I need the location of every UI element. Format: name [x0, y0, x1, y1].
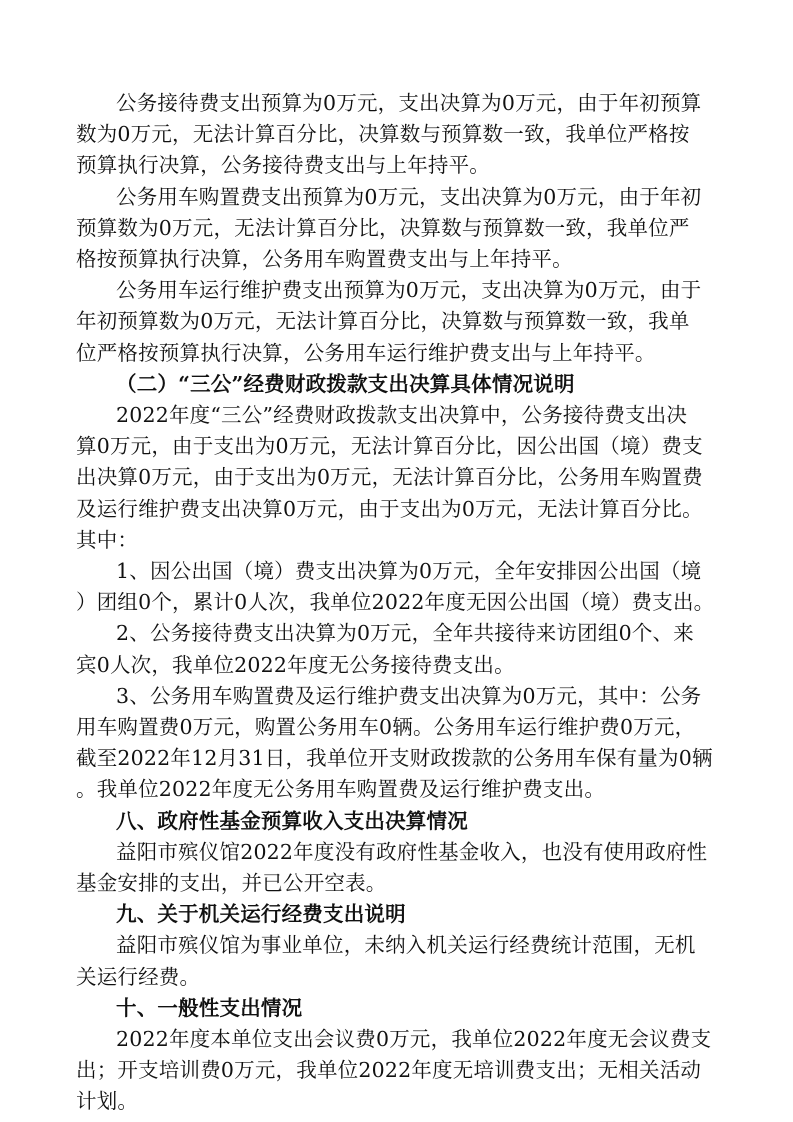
paragraph-line: 算0万元，由于支出为0万元，无法计算百分比，因公出国（境）费支	[76, 434, 703, 459]
section-heading: 九、关于机关运行经费支出说明	[116, 902, 406, 927]
section-heading: 十、一般性支出情况	[116, 995, 303, 1020]
paragraph-line: 预算数为0万元，无法计算百分比，决算数与预算数一致，我单位严	[76, 215, 690, 240]
paragraph-line: 格按预算执行决算，公务用车购置费支出与上年持平。	[76, 247, 573, 271]
paragraph-line: 年初预算数为0万元，无法计算百分比，决算数与预算数一致，我单	[76, 309, 690, 334]
paragraph-line: 1、因公出国（境）费支出决算为0万元，全年安排因公出国（境	[116, 559, 702, 583]
paragraph-line: 数为0万元，无法计算百分比，决算数与预算数一致，我单位严格按	[76, 122, 690, 147]
paragraph-line: 2、公务接待费支出决算为0万元，全年共接待来访团组0个、来	[116, 621, 694, 646]
paragraph-line: 关运行经费。	[76, 964, 201, 989]
paragraph-line: 用车购置费0万元，购置公务用车0辆。公务用车运行维护费0万元，	[76, 715, 696, 739]
paragraph-line: 2022年度“三公”经费财政拨款支出决算中，公务接待费支出决	[116, 403, 688, 427]
paragraph-line: 公务接待费支出预算为0万元，支出决算为0万元，由于年初预算	[116, 91, 702, 115]
paragraph-line: 其中：	[76, 527, 139, 552]
paragraph-line: 公务用车运行维护费支出预算为0万元，支出决算为0万元，由于	[116, 278, 702, 303]
paragraph-line: 预算执行决算，公务接待费支出与上年持平。	[76, 153, 490, 178]
paragraph-line: 基金安排的支出，并已公开空表。	[76, 871, 387, 895]
paragraph-line: 益阳市殡仪馆2022年度没有政府性基金收入，也没有使用政府性	[116, 839, 708, 864]
paragraph-line: 出；开支培训费0万元，我单位2022年度无培训费支出；无相关活动	[76, 1058, 702, 1083]
paragraph-line: 宾0人次，我单位2022年度无公务接待费支出。	[76, 652, 515, 677]
paragraph-line: 3、公务用车购置费及运行维护费支出决算为0万元，其中：公务	[116, 683, 702, 708]
paragraph-line: 公务用车购置费支出预算为0万元，支出决算为0万元，由于年初	[116, 184, 702, 209]
paragraph-line: 出决算0万元，由于支出为0万元，无法计算百分比，公务用车购置费	[76, 465, 703, 490]
paragraph-line: 。我单位2022年度无公务用车购置费及运行维护费支出。	[76, 777, 606, 802]
paragraph-line: 2022年度本单位支出会议费0万元，我单位2022年度无会议费支	[116, 1027, 712, 1051]
paragraph-line: 位严格按预算执行决算，公务用车运行维护费支出与上年持平。	[76, 340, 656, 365]
paragraph-line: ）团组0个，累计0人次，我单位2022年度无因公出国（境）费支出。	[76, 590, 715, 615]
paragraph-line: 及运行维护费支出决算0万元，由于支出为0万元，无法计算百分比。	[76, 496, 703, 521]
paragraph-line: 益阳市殡仪馆为事业单位，未纳入机关运行经费统计范围，无机	[116, 933, 696, 958]
section-heading: 八、政府性基金预算收入支出决算情况	[116, 808, 468, 833]
paragraph-line: 计划。	[76, 1089, 139, 1114]
paragraph-line: 截至2022年12月31日，我单位开支财政拨款的公务用车保有量为0辆	[76, 746, 713, 771]
section-heading: （二）“三公”经费财政拨款支出决算具体情况说明	[116, 371, 575, 396]
